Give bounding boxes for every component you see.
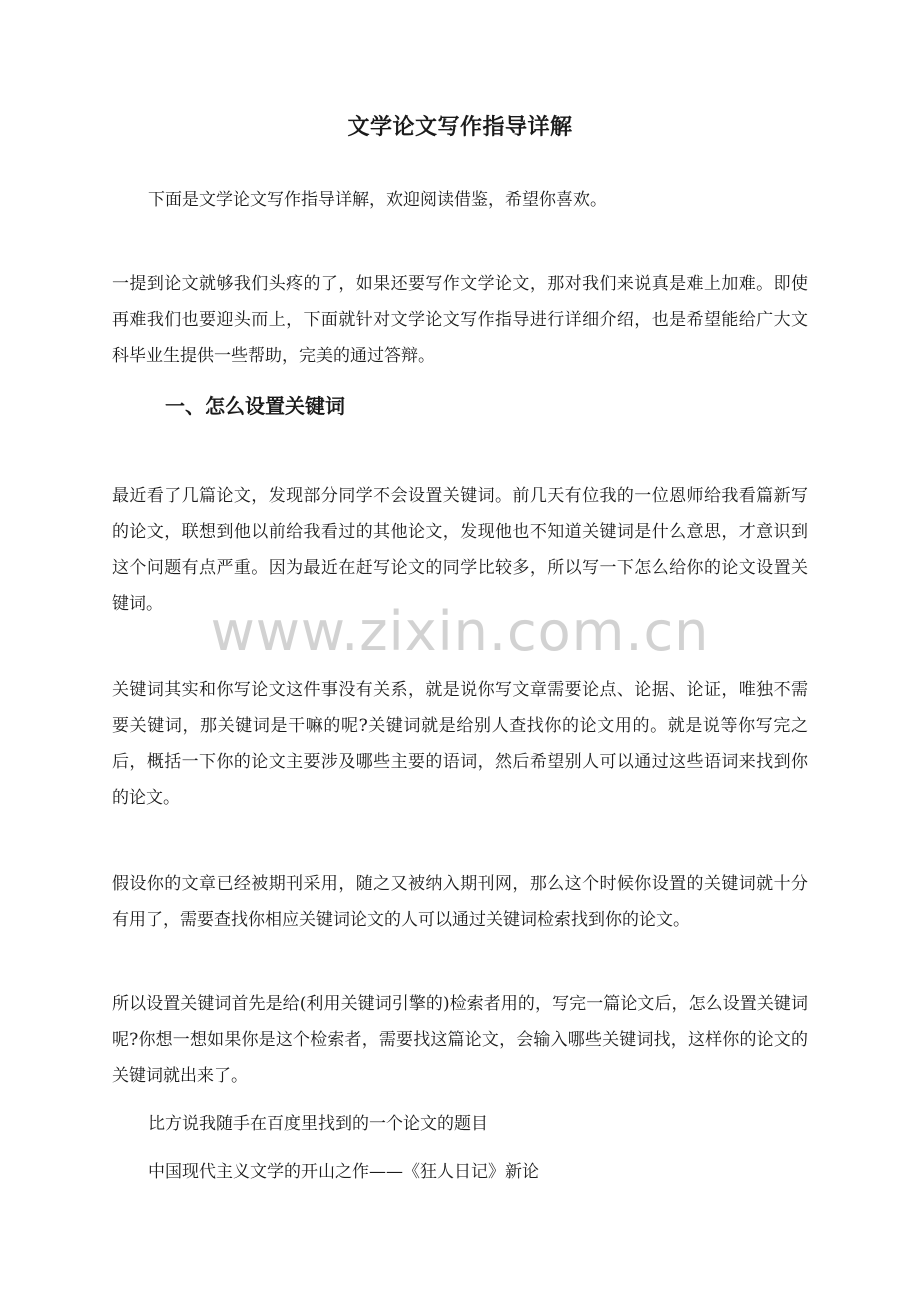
paragraph-6: 比方说我随手在百度里找到的一个论文的题目 — [148, 1114, 488, 1134]
intro-paragraph: 下面是文学论文写作指导详解，欢迎阅读借鉴，希望你喜欢。 — [148, 190, 607, 210]
watermark: www.zixin.com.cn — [210, 600, 710, 663]
paragraph-7: 中国现代主义文学的开山之作——《狂人日记》新论 — [148, 1162, 539, 1182]
document-title: 文学论文写作指导详解 — [347, 115, 573, 140]
section-heading: 一、怎么设置关键词 — [165, 394, 345, 418]
paragraph-5: 所以设置关键词首先是给(利用关键词引擎的)检索者用的，写完一篇论文后，怎么设置关键词呢?你想一想如果你是这个检索者，需要找这篇论文，会输入哪些关键词找，这样你的论文的关键词就出来了。 — [112, 994, 808, 1086]
paragraph-2: 最近看了几篇论文，发现部分同学不会设置关键词。前几天有位我的一位恩师给我看篇新写的论文，联想到他以前给我看过的其他论文，发现他也不知道关键词是什么意思，才意识到这个问题有点严重。因为最近在赶写论文的同学比较多，所以写一下怎么给你的论文设置关键词。 — [112, 486, 808, 614]
paragraph-1: 一提到论文就够我们头疼的了，如果还要写作文学论文，那对我们来说真是难上加难。即使再难我们也要迎头而上，下面就针对文学论文写作指导进行详细介绍，也是希望能给广大文科毕业生提供一些帮助，完美的通过答辩。 — [112, 274, 808, 366]
paragraph-3: 关键词其实和你写论文这件事没有关系，就是说你写文章需要论点、论据、论证，唯独不需要关键词，那关键词是干嘛的呢?关键词就是给别人查找你的论文用的。就是说等你写完之后，概括一下你的论文主要涉及哪些主要的语词，然后希望别人可以通过这些语词来找到你的论文。 — [112, 680, 808, 808]
paragraph-4: 假设你的文章已经被期刊采用，随之又被纳入期刊网，那么这个时候你设置的关键词就十分有用了，需要查找你相应关键词论文的人可以通过关键词检索找到你的论文。 — [112, 874, 808, 930]
